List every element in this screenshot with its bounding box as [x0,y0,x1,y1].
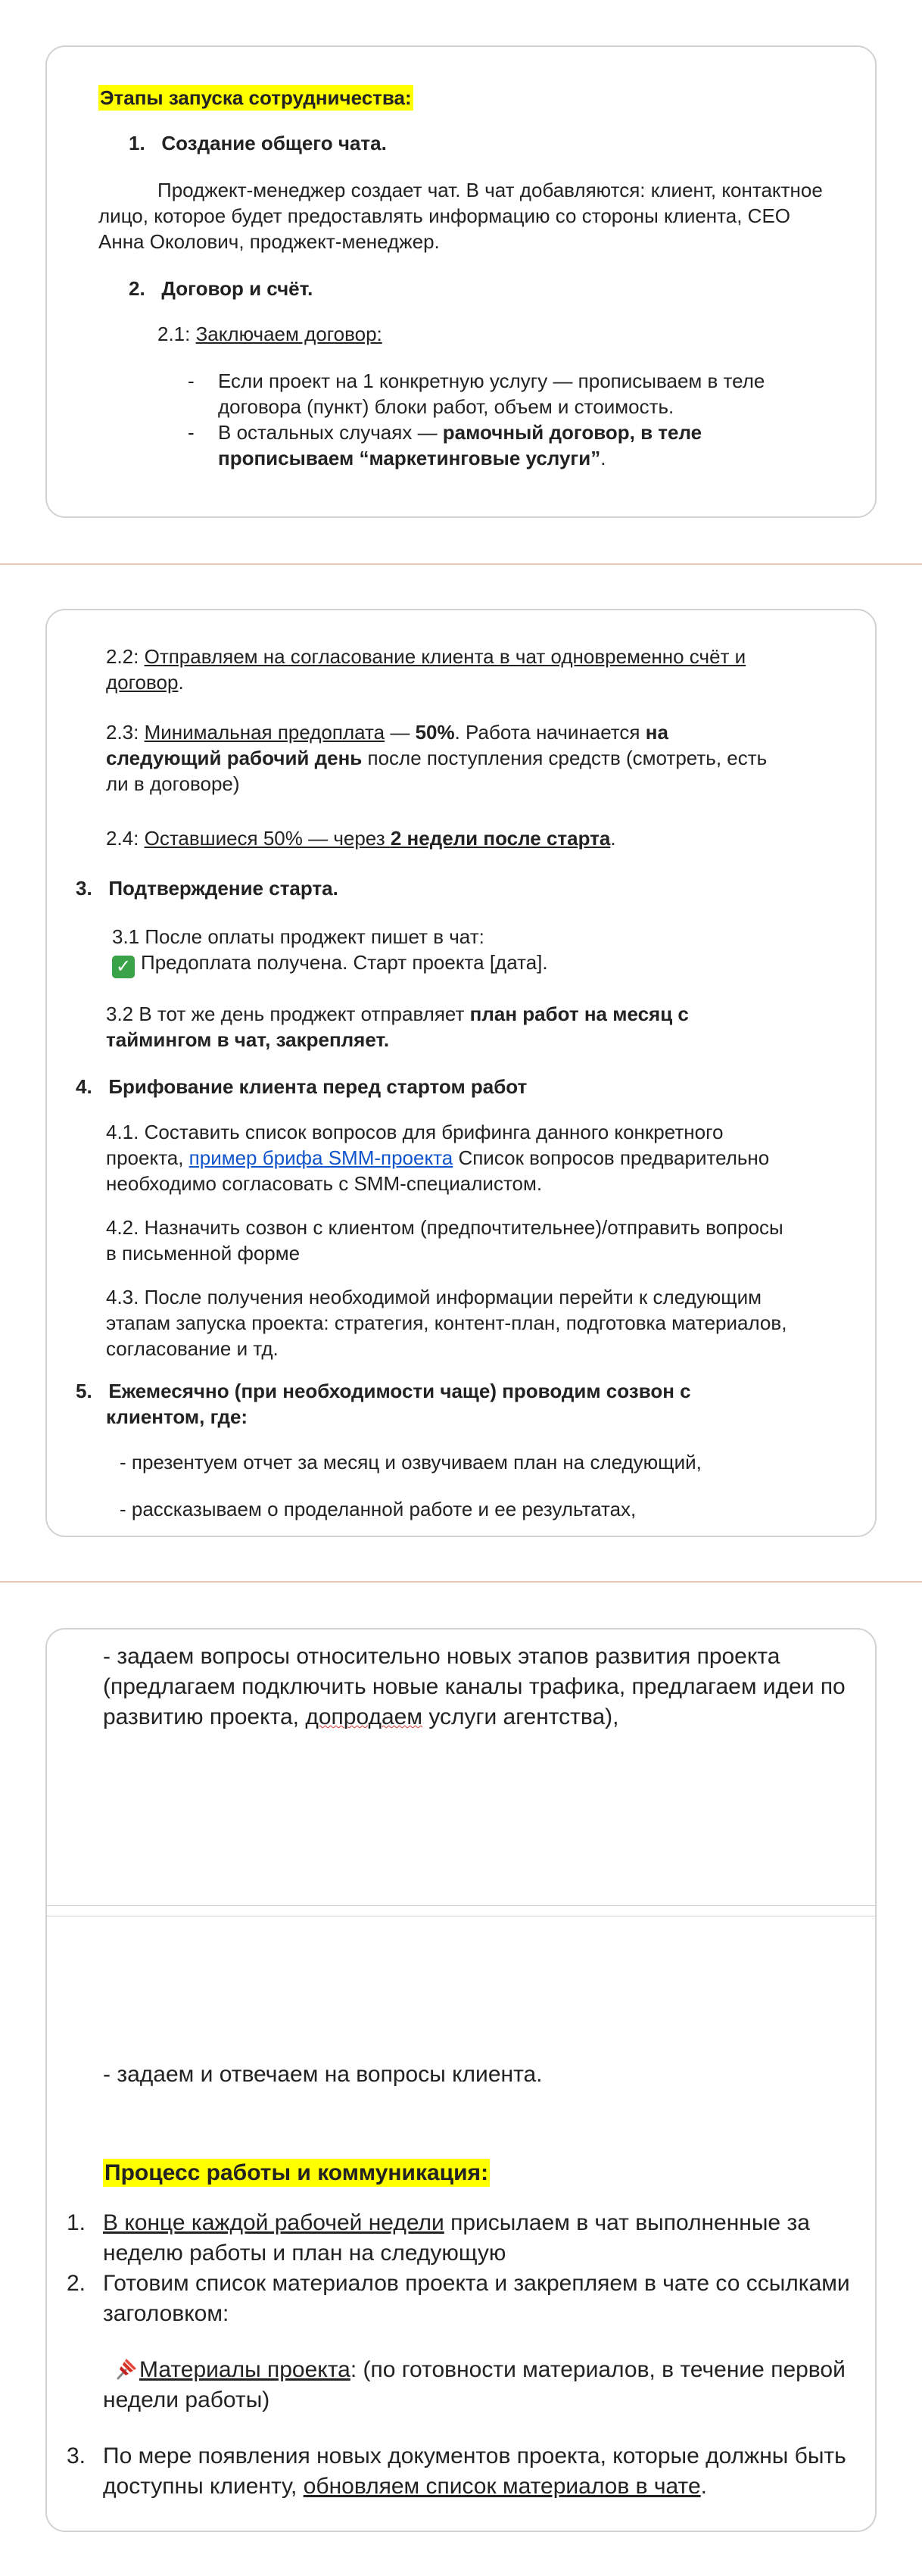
brief-example-link[interactable]: пример брифа SMM-проекта [188,1146,453,1169]
bullet-text: В остальных случаях — рамочный договор, в теле [218,421,702,444]
step-2-title: 2. Договор и счёт. [129,277,313,300]
step-3-title: 3. Подтверждение старта. [76,877,338,900]
list-item: - задаем и отвечаем на вопросы клиента. [103,2062,543,2087]
process-item-1: 1. [67,2210,86,2235]
process-item-1: неделю работы и план на следующую [103,2241,506,2266]
bullet-text: прописываем “маркетинговые услуги”. [218,447,606,469]
heading-work-process: Процесс работы и коммуникация: [104,2160,489,2185]
para-4-3: этапам запуска проекта: стратегия, контент-план, подготовка материалов, [106,1311,787,1334]
step-1-title: 1. Создание общего чата. [129,132,387,154]
process-item-3: По мере появления новых документов проекта, которые должны быть [103,2443,846,2468]
list-item: - презентуем отчет за месяц и озвучиваем план на следующий, [120,1451,702,1474]
para-3-1: 3.1 После оплаты проджект пишет в чат: [112,925,484,948]
para-3-2: 3.2 В тот же день проджект отправляет план работ на месяц с [106,1003,689,1025]
para-3-2: таймингом в чат, закрепляет. [106,1028,390,1051]
list-item: (предлагаем подключить новые каналы трафика, предлагаем идеи по [103,1674,846,1699]
para-4-3: согласование и тд. [106,1337,279,1360]
para-4-2: в письменной форме [106,1242,301,1265]
process-item-2: заголовком: [103,2301,229,2326]
step-2-1-text: 2.1: Заключаем договор: [157,323,382,345]
para-2-4: 2.4: Оставшиеся 50% — через 2 недели после старта. [106,827,616,850]
step-4-title: 4. Брифование клиента перед стартом работ [76,1075,528,1098]
materials-line: недели работы) [103,2387,270,2412]
materials-line: Материалы проекта: (по готовности материалов, в течение первой [114,2355,846,2385]
list-item: развитию проекта, допродаем услуги агентства), [103,1704,619,1729]
bullet-dash: - [188,370,195,392]
contract-link[interactable]: Заключаем договор: [195,323,382,345]
bullet-dash: - [188,421,195,444]
step-1-text: лицо, которое будет предоставлять информацию со стороны клиента, CEO [98,204,791,227]
materials-link[interactable]: Материалы проекта [139,2357,350,2382]
process-item-2: 2. [67,2271,86,2296]
para-2-3: следующий рабочий день после поступления средств (смотреть, есть [106,747,768,769]
para-4-3: 4.3. После получения необходимой информации перейти к следующим [106,1286,762,1308]
list-item: - задаем вопросы относительно новых этапов развития проекта [103,1644,780,1669]
para-2-3: 2.3: Минимальная предоплата — 50%. Работа начинается на [106,721,668,744]
check-mark-icon: ✓ [112,956,135,978]
process-item-2: Готовим список материалов проекта и закрепляем в чате со ссылками [103,2271,850,2296]
pushpin-icon [114,2356,139,2381]
step-1-text: Проджект-менеджер создает чат. В чат добавляются: клиент, контактное [157,179,823,201]
process-item-3: доступны клиенту, обновляем список материалов в чате. [103,2474,707,2499]
process-item-1: В конце каждой рабочей недели присылаем в чат выполненные за [103,2210,810,2235]
para-4-1: проекта, пример брифа SMM-проекта Список вопросов предварительно [106,1146,770,1169]
para-2-2: 2.2: Отправляем на согласование клиента в чат одновременно счёт и [106,645,746,668]
step-5-title: клиентом, где: [106,1405,248,1428]
para-3-1-message: ✓ Предоплата получена. Старт проекта [дата]. [112,950,548,978]
page-separator [0,563,922,565]
list-item: - рассказываем о проделанной работе и ее результатах, [120,1498,637,1520]
para-4-1: необходимо согласовать с SMM-специалистом. [106,1172,543,1195]
bullet-text: Если проект на 1 конкретную услугу — прописываем в теле [218,370,765,392]
para-4-1: 4.1. Составить список вопросов для брифинга данного конкретного [106,1121,724,1143]
para-2-2: договор. [106,671,184,694]
para-2-3: ли в договоре) [106,772,240,795]
page-break-line [45,1905,877,1906]
page-separator [0,1581,922,1583]
para-4-2: 4.2. Назначить созвон с клиентом (предпочтительнее)/отправить вопросы [106,1216,783,1239]
step-5-title: 5. Ежемесячно (при необходимости чаще) проводим созвон с [76,1380,691,1402]
process-item-3: 3. [67,2443,86,2468]
step-1-text: Анна Околович, проджект-менеджер. [98,230,440,253]
bullet-text: договора (пункт) блоки работ, объем и стоимость. [218,395,674,418]
heading-launch-stages: Этапы запуска сотрудничества: [100,86,412,109]
